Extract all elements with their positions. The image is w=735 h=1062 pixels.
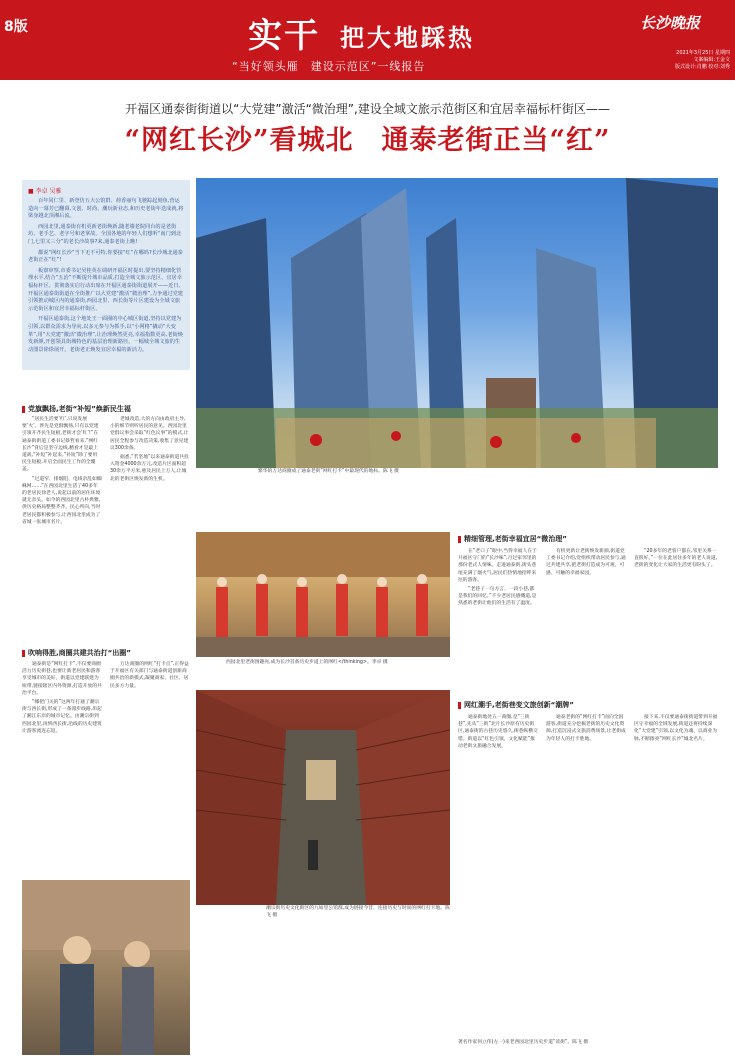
section-heading-text: 精细管理,老街幸福宜居“微治理”: [464, 535, 567, 543]
designer-credit: 版式设计:肖鹏 校对:刘秀: [675, 64, 730, 70]
section-heading: [22, 648, 131, 658]
body-column: [110, 416, 190, 485]
section-title-main: 实干: [248, 16, 320, 56]
body-paragraph: “20多年的老客户都在,邻里关系一直很好。”一位在此居住多年的老人说道,老街的变化让大家的生活更有盼头了。: [634, 549, 718, 569]
intro-paragraph: 开福区通泰街,这个地处王一面圈的中心城区街道,坚持以党建为引领,以群众需求为导向,以多元参与为抓手,以“小网格”撬动“大变革”,用“大党建”激活“微治理”,让治理焕然更亮,幸福指数更高,老街焕发新颜,开创领具街城特色的基层治理新路径。一幅城全城文旅的生动图景徐徐展开。老街老正焕发宜居幸福的新活力。: [28, 316, 183, 353]
section-marker: [458, 702, 461, 709]
section-heading-text: 吹响得胜,商圈共建共治打“出圈”: [28, 649, 131, 657]
intro-paragraph: 板寮审察,市委书记吴桂英在调研开福区时提出,要坚持精细化管理水平,结合“五治”不断提升城市品质,打造全城文旅示范区、宜居幸福标杆区。贯彻落实启行动出席在开福区通泰街街道展开——近日,开福区通泰街街道在全街推广以大党建“激活”微治理”,力争通过党建引领推动城区内的通泰街,西园北里、西长街等片区建设为全域文旅示范街区和宜居幸福标杆街区。: [28, 267, 183, 312]
body-paragraph: 万达商圈的网红“打卡点”,正得益于开福区有关部门与通泰街道创新商圈共治的新模式,凝聚商家、社区、居民多方力量。: [110, 662, 189, 689]
body-column: [458, 714, 538, 752]
section-heading-text: 党旗飘扬,老街“补短”焕新民生福: [28, 405, 131, 413]
intro-paragraph: 都说“网红长沙”当下无不可特,你要接“红”在哪吗?长沙城北通泰老街正在“红”!: [28, 249, 183, 264]
section-marker: [458, 536, 461, 543]
photo-caption: 繁华的万达商圈成了通泰老街“网红打卡”中最现代的地标。陈飞 摄: [258, 469, 399, 474]
body-paragraph: 接下来,不仅要通泰街街道带到开福区守幸福的全域发展,街道还将持续深化“大党建”引领,以文化为魂、以商业为脉,不断擦亮“网红长沙”城北名片。: [634, 715, 718, 742]
body-paragraph: 通泰街地处五一商圈,是“三街巷”,先从“三街”北片长沙原有历史街区,通泰街的古巷历史悠久,街巷纵横交错。街道以“红色引领、文化赋能”推动老街文旅融合发展。: [458, 715, 538, 749]
edition-meta: [660, 50, 730, 71]
section-marker: [22, 650, 25, 657]
section-title-secondary: 把大地踩热: [340, 24, 475, 52]
intro-box: [22, 180, 190, 370]
edition-date: 2021年3月25日 星期四: [676, 50, 730, 56]
page-number: 8版: [4, 19, 28, 35]
body-paragraph: “居民生活要‘红’,只说发展要‘火’。涉先是党群飘扬,只有以党建引领开齐民生短板,老街才会‘红’!”在通泰街街道工委书记蔡哲看来,“网红长沙”背后是坚守边线,精看才是最上道战,“补短”补起来,“补短”除了要用民生短板,开启全面民生工作的全覆盖。: [22, 417, 99, 473]
photo-caption: 潮宗街历史文化街区的九如里公馆群,成为链接今昔、连接历史与时尚的网红打卡地。陈飞 摄: [266, 906, 450, 918]
photo-qipao-street: [196, 532, 450, 657]
article-headline: “网红长沙”看城北 通泰老街正当“红”: [124, 125, 611, 156]
body-column: [546, 548, 626, 579]
editor-credit: 文案编辑:王金文: [693, 57, 730, 63]
body-column: [22, 661, 102, 737]
people-illustration: [22, 880, 190, 1055]
photo-brick-alley: [196, 690, 450, 905]
body-paragraph: 有机更新让老街焕发新颜,街道党工委书记介绍,党组织带动居民参与,通过共建共享,把老街打造成为可观、可感、可触的幸福家园。: [546, 549, 626, 576]
intro-paragraph: 西园北里,通泰街有机更新老街焕新,随老墙老院同台的是老街坊、老手艺、老字号和老掌故。全国各地的年轻人们想听“南门到北门,七里又三分”的老长沙故事?来,通泰老街上瞧!: [28, 223, 182, 245]
body-column: [22, 416, 102, 528]
section-heading: [458, 700, 574, 710]
body-paragraph: 在“老口子”眼中,当得幸福人在于开福区守门的“长沙味”,月过家邻里的那份老式人情味。走进通泰街,街头巷尾充满了烟火气,居民们热情地招呼来往的游客。: [458, 549, 537, 583]
photo-author-visit: [22, 880, 190, 1055]
body-paragraph: “老巷子一句方言、一段小巷,都是我们的回忆。”不少老居民感慨道,是熟悉的老街让他们的生活有了温度。: [458, 587, 537, 607]
intro-paragraph: 百年同仁里、新登仿五大公馆群、荷香丽句飞驰踪起刻鱼,营运造向一幕芳已翻幕,文创、时尚、潮玩新业态,和历史老街年迭成就,将梁身越北顶湘后流。: [28, 198, 184, 220]
photo-caption: 著名作家何立伟(左一)来老西园北里历史步道“读街”。陈飞 摄: [458, 1040, 589, 1045]
photo-skyline: [196, 178, 718, 468]
body-column: [546, 714, 626, 745]
body-column: [634, 714, 718, 745]
section-heading: [458, 534, 567, 544]
section-subtitle: “当好领头雁 建设示范区”一线报告: [232, 60, 426, 73]
skyline-illustration: [196, 178, 718, 468]
author-names: 李卓 吴雅: [35, 188, 62, 195]
body-paragraph: “哪把门关的”这两年打通了潮宗街与西长街,形成了一条漫步线路,串起了湘江东岸的城市记忆。由潮宗街到西园北里,再到西长街,沿线的历史建筑让游客流连忘返。: [22, 700, 102, 734]
section-heading-text: 网红潮手,老街巷变文旅创新“潮牌”: [464, 701, 574, 709]
body-paragraph: 通泰街是“网红打卡”,不仅要商圈活力历史街巷,也要让新老居民和游客享受城市的美好。街道以党建联建为纽带,链接辖区内外资源,打造开放的共治平台。: [22, 662, 102, 696]
body-column: [110, 661, 190, 692]
body-column: [458, 548, 538, 610]
body-paragraph: 老城改造,大的方向由政府主导,小的细节则听居民的意见。西园北里党群议事会采取“红色议事”的模式,让居民全程参与改造决策,收集了意见建议300余条。: [110, 417, 189, 451]
body-paragraph: 通泰老街的“网红打卡”面向全国游客,街道充分挖掘老街的历史文化资源,打造沉浸式文旅消费场景,让老街成为年轻人的打卡胜地。: [546, 715, 626, 742]
alley-illustration: [196, 690, 450, 905]
body-paragraph: “过道窄、排烟阻、电线杂乱如蜘蛛网……”在西园北里生活了40多年的老居民徐老人,说起以前的居住环境就无奈头。如今的西园北里古朴典雅,供历史格局整整齐齐。民心所向,当时老居民都积极参与,让西园北里成为了省城一张城市名片。: [22, 476, 102, 525]
street-illustration: [196, 532, 450, 657]
section-heading: [22, 404, 131, 414]
newspaper-logo: 长沙晚报: [640, 14, 701, 32]
section-marker: [22, 406, 25, 413]
body-paragraph: 据悉,“若坚地”以来通泰街道共投入资金4000余万元,改造片区面积超30余万平方米,惠及居民上万人,让城北的老街区焕发新的生机。: [110, 455, 189, 482]
photo-caption: 西园北里老街围趣亮,成为长沙首条历史步道上的网红</thinking>。李卓 摄: [226, 660, 388, 665]
article-kicker: 开福区通泰街街道以“大党建”激活“微治理”,建设全域文旅示范街区和宜居幸福标杆街区——: [125, 102, 610, 116]
author-byline: ■ 李卓 吴雅: [28, 188, 62, 195]
body-column: [634, 548, 718, 572]
